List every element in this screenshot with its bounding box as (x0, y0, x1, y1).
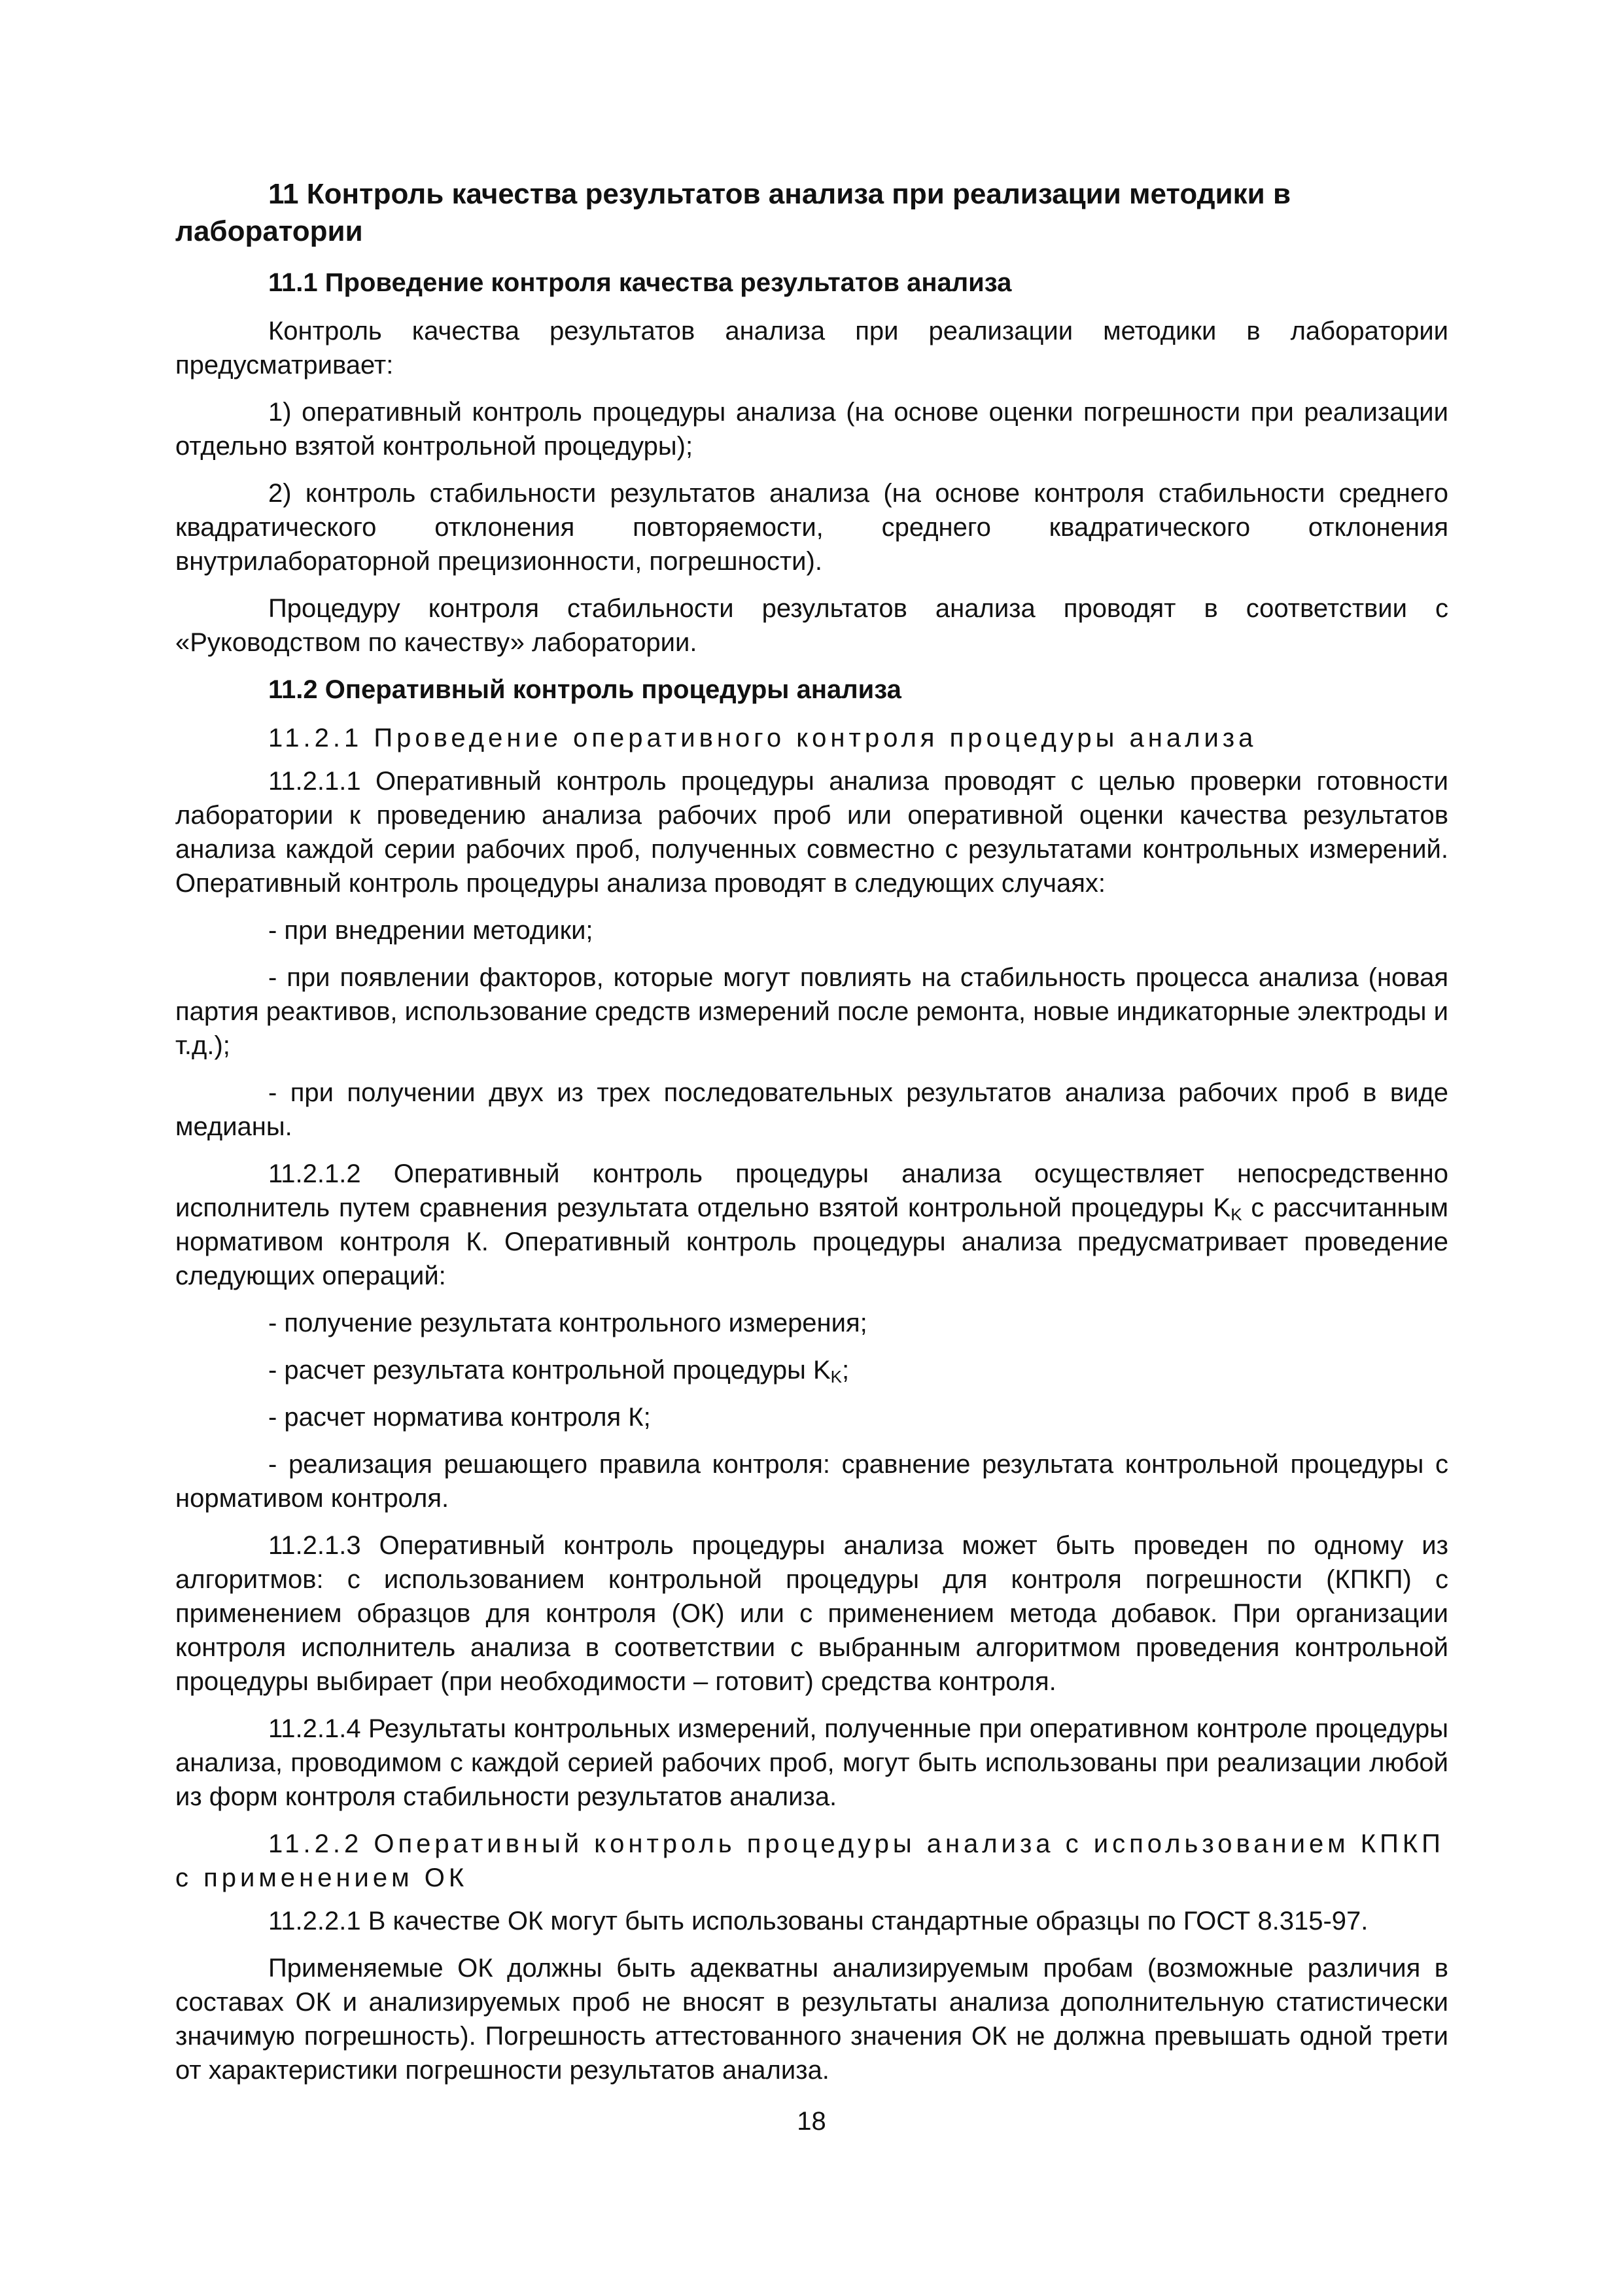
list-item: - при появлении факторов, которые могут повлиять на стабильность процесса анализа (новая партия реактивов, использование средств измерений после ремонта, новые индикаторные электроды и т.д.); (175, 963, 1448, 1060)
text: 11.2.1.2 Оперативный контроль процедуры анализа осуществляет непосредственно исполнитель путем сравнения результата отдельно взятой контрольной процедуры K (175, 1159, 1448, 1222)
section-11-2-2-heading: 11.2.2 Оперативный контроль процедуры анализа с использованием КПКП с применением ОК (175, 1829, 1444, 1892)
list-item: - при получении двух из трех последовательных результатов анализа рабочих проб в виде медианы. (175, 1078, 1448, 1141)
list-item: - расчет норматива контроля К; (268, 1403, 651, 1432)
subscript: K (1230, 1205, 1242, 1224)
paragraph: Применяемые ОК должны быть адекватны анализируемым пробам (возможные различия в составах ОК и анализируемых проб не вносят в результаты анализа дополнительную статистически значимую погрешность). Погрешность аттестованного значения ОК не должна превышать одной трети от характеристики погрешности результатов анализа. (175, 1954, 1448, 2085)
paragraph: Контроль качества результатов анализа при реализации методики в лаборатории предусматривает: (175, 317, 1448, 380)
subscript: K (830, 1367, 843, 1386)
page-content (175, 175, 1448, 2100)
list-item: - реализация решающего правила контроля: сравнение результата контрольной процедуры с нормативом контроля. (175, 1450, 1448, 1513)
section-11-heading: 11 Контроль качества результатов анализа при реализации методики в лаборатории (175, 178, 1291, 247)
section-11-1-heading: 11.1 Проведение контроля качества результатов анализа (268, 268, 1012, 297)
paragraph-11-2-2-1: 11.2.2.1 В качестве ОК могут быть использованы стандартные образцы по ГОСТ 8.315-97. (268, 1907, 1369, 1935)
paragraph-11-2-1-1: 11.2.1.1 Оперативный контроль процедуры анализа проводят с целью проверки готовности лаборатории к проведению анализа рабочих проб или оперативной оценки качества результатов анализа каждой серии рабочих проб, полученных совместно с результатами контрольных измерений. Оперативный контроль процедуры анализа проводят в следующих случаях: (175, 767, 1448, 898)
text: с рассчитанным нормативом контроля К. Оперативный контроль процедуры анализа предусматривает проведение следующих операций: (175, 1193, 1449, 1290)
paragraph-11-2-1-3: 11.2.1.3 Оперативный контроль процедуры анализа может быть проведен по одному из алгоритмов: с использованием контрольной процедуры для контроля погрешности (КПКП) с применением образцов для контроля (ОК) или с применением метода добавок. При организации контроля исполнитель анализа в соответствии с выбранным алгоритмом проведения контрольной процедуры выбирает (при необходимости – готовит) средства контроля. (175, 1531, 1448, 1696)
section-11-2-heading: 11.2 Оперативный контроль процедуры анализа (268, 675, 901, 704)
paragraph-11-2-1-4: 11.2.1.4 Результаты контрольных измерений, полученные при оперативном контроле процедуры анализа, проводимом с каждой серией рабочих проб, могут быть использованы при реализации любой из форм контроля стабильности результатов анализа. (175, 1714, 1448, 1811)
text: - расчет результата контрольной процедуры K (268, 1356, 831, 1385)
list-item: - получение результата контрольного измерения; (268, 1309, 867, 1337)
list-item (175, 1353, 1448, 1387)
list-item: 1) оперативный контроль процедуры анализа (на основе оценки погрешности при реализации отдельно взятой контрольной процедуры); (175, 398, 1448, 461)
paragraph-11-2-1-2 (175, 1157, 1448, 1293)
section-11-2-1-heading: 11.2.1 Проведение оперативного контроля процедуры анализа (268, 724, 1257, 752)
text: ; (842, 1356, 850, 1385)
list-item: 2) контроль стабильности результатов анализа (на основе контроля стабильности среднего квадратического отклонения повторяемости, среднего квадратического отклонения внутрилабораторной прецизионности, погрешности). (175, 479, 1448, 576)
list-item: - при внедрении методики; (268, 916, 593, 945)
page-number: 18 (797, 2107, 826, 2136)
paragraph: Процедуру контроля стабильности результатов анализа проводят в соответствии с «Руководством по качеству» лаборатории. (175, 594, 1448, 657)
